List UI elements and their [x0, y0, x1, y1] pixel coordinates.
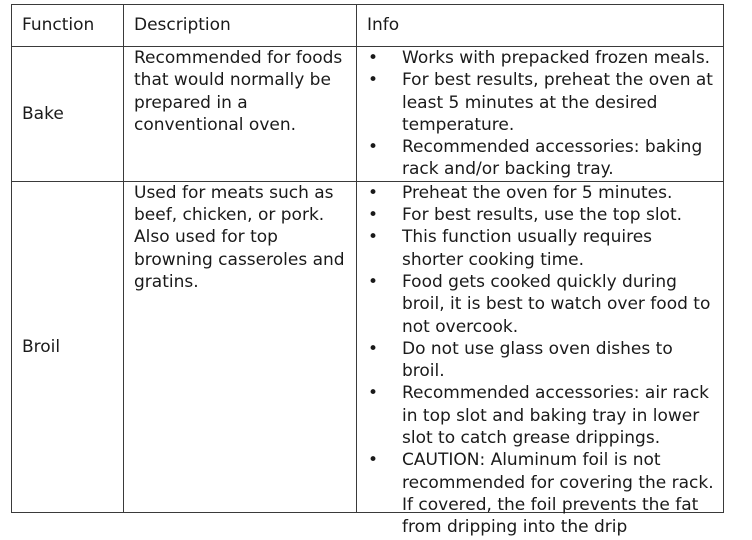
cell-function-broil: Broil: [12, 181, 124, 512]
cell-info-broil: [357, 181, 724, 538]
header-description: Description: [124, 5, 357, 47]
cell-info-bake: [357, 47, 724, 182]
info-item-text: Recommended accessories: baking rack and/or backing tray.: [402, 137, 703, 180]
info-item: [367, 204, 717, 226]
info-item-text: Food gets cooked quickly during broil, it is best to watch over food to not overcook.: [402, 271, 711, 337]
info-item: [367, 382, 717, 449]
function-table-container: [11, 4, 723, 538]
function-table: [11, 4, 724, 538]
info-item-text: Preheat the oven for 5 minutes.: [402, 182, 673, 203]
info-item: [367, 338, 717, 383]
info-item-text: Recommended accessories: air rack in top slot and baking tray in lower slot to catch grease drippings.: [402, 383, 710, 449]
table-row-broil: [12, 181, 724, 512]
cell-description-bake: Recommended for foods that would normally be prepared in a conventional oven.: [124, 47, 357, 182]
bullet-icon: •: [367, 182, 379, 203]
bullet-icon: •: [367, 450, 379, 471]
table-header-row: [12, 5, 724, 47]
header-function: Function: [12, 5, 124, 47]
bullet-icon: •: [367, 271, 379, 292]
info-list-broil: [367, 182, 717, 539]
info-item-text: Works with prepacked frozen meals.: [402, 48, 711, 68]
info-item-text: For best results, preheat the oven at least 5 minutes at the desired temperature.: [402, 70, 713, 135]
header-info: Info: [357, 5, 724, 47]
info-item-text: Do not use glass oven dishes to broil.: [402, 338, 673, 382]
cell-function-bake: Bake: [12, 47, 124, 182]
info-item-text: CAUTION: Aluminum foil is not recommended for covering the rack. If covered, the foil prevents the fat from dripping into the drip: [402, 450, 714, 538]
bullet-icon: •: [367, 205, 379, 226]
bullet-icon: •: [367, 383, 379, 404]
info-clip-broil: [367, 182, 717, 538]
bullet-icon: •: [367, 70, 379, 91]
info-item-text: For best results, use the top slot.: [402, 205, 683, 226]
cell-description-broil: Used for meats such as beef, chicken, or pork. Also used for top browning casseroles and gratins.: [124, 181, 357, 512]
bullet-icon: •: [367, 137, 379, 158]
bullet-icon: •: [367, 48, 379, 68]
bullet-icon: •: [367, 227, 379, 248]
info-item: [367, 182, 717, 204]
info-item: [367, 136, 717, 181]
info-item-text: This function usually requires shorter cooking time.: [402, 227, 653, 270]
info-list-bake: [367, 47, 717, 181]
info-item: [367, 47, 717, 69]
table-row-bake: [12, 47, 724, 182]
info-item: [367, 271, 717, 338]
info-item: [367, 226, 717, 271]
bullet-icon: •: [367, 338, 379, 359]
info-item: [367, 69, 717, 136]
info-item: [367, 449, 717, 538]
